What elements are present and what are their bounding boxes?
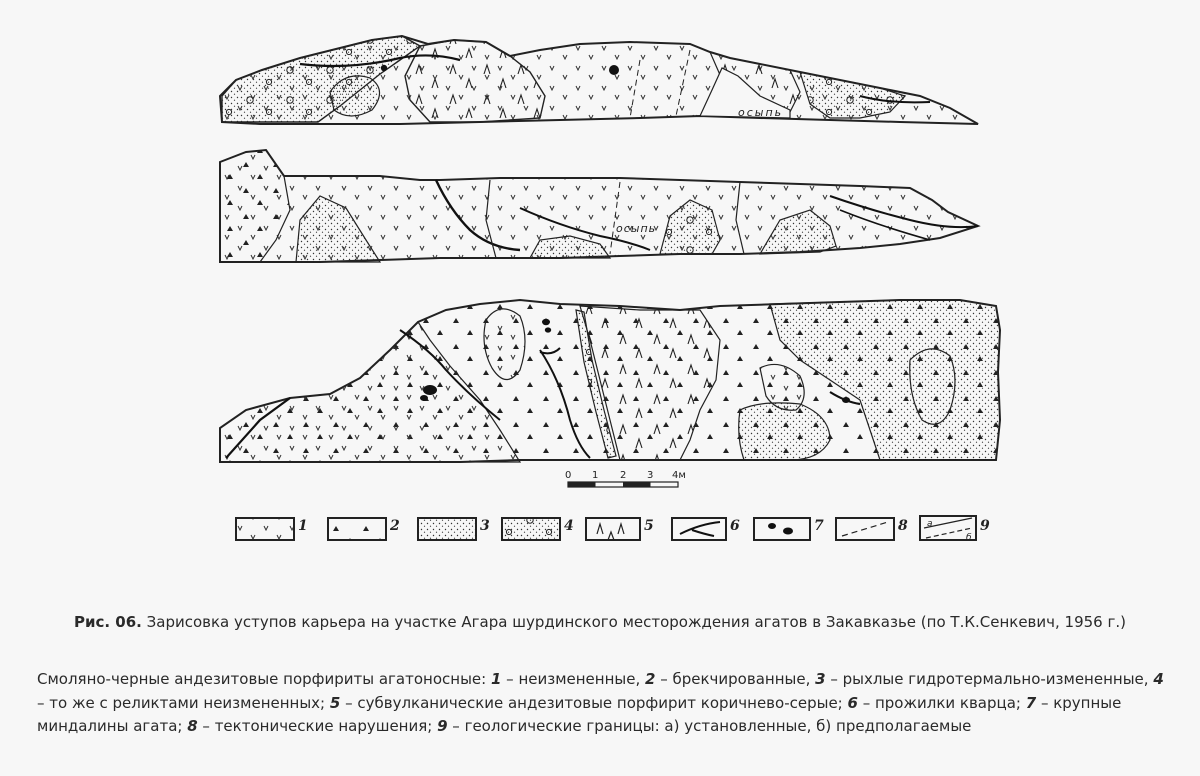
- legend-num-8: 8: [187, 717, 198, 735]
- scale-tick-label: 4м: [672, 470, 686, 481]
- svg-text:6: 6: [730, 518, 740, 534]
- scale-tick-label: 2: [620, 470, 627, 481]
- quarry-bench-3: [220, 300, 1000, 462]
- panel-1-agate-amygdale: [609, 65, 619, 75]
- legend-item-4: – то же с реликтами неизмененных;: [37, 693, 330, 712]
- legend-box-3: [418, 518, 490, 540]
- legend-item-2: – брекчированные,: [655, 670, 816, 688]
- legend-num-2: 2: [645, 670, 656, 688]
- legend-box-2: [328, 518, 400, 540]
- legend-num-7: 7: [1025, 693, 1037, 712]
- figure-caption: [0, 612, 1200, 632]
- panel-3-agate-amygdale: [423, 385, 437, 395]
- legend-9-sub-b: б: [966, 533, 972, 543]
- legend-item-1: – неизмененные,: [501, 670, 646, 688]
- legend-box-1: [236, 518, 308, 540]
- legend-9-sub-a: а: [927, 519, 933, 529]
- legend-box-6: [672, 518, 740, 540]
- svg-text:4: 4: [564, 518, 574, 534]
- legend-box-9: [920, 516, 990, 543]
- panel-1-agate-amygdale: [381, 65, 387, 71]
- svg-text:5: 5: [644, 518, 654, 534]
- quarry-bench-2: [220, 150, 978, 262]
- svg-text:1: 1: [298, 518, 308, 534]
- legend-num-5: 5: [329, 693, 341, 712]
- figure-caption-text: Зарисовка уступов карьера на участке Агара шурдинского месторождения агатов в Закавказье (по Т.К.Сенкевич, 1956 г.): [141, 613, 1126, 631]
- svg-text:8: 8: [898, 518, 908, 534]
- figure-caption-prefix: Рис. 06.: [73, 613, 142, 631]
- panel-3-agate-amygdale: [545, 327, 551, 332]
- legend-num-3: 3: [815, 670, 826, 688]
- legend-item-3: – рыхлые гидротермально-измененные,: [825, 670, 1154, 688]
- legend-intro: Смоляно-черные андезитовые порфириты агатоносные:: [37, 670, 491, 688]
- legend-item-8: – тектонические нарушения;: [197, 717, 438, 735]
- legend-item-7: – крупные миндалины агата;: [37, 693, 1122, 735]
- scale-bar: [565, 470, 686, 487]
- legend-num-4: 4: [1153, 670, 1164, 688]
- legend-description: [37, 668, 1165, 739]
- legend-box-7: [754, 518, 824, 540]
- quarry-bench-1: [220, 36, 978, 124]
- legend-box-5: [586, 518, 654, 540]
- svg-text:9: 9: [980, 518, 990, 534]
- panel-3-agate-amygdale: [842, 397, 850, 403]
- panel-2-scree-label: осыпь: [616, 222, 657, 235]
- svg-text:2: 2: [390, 518, 400, 534]
- panel-3-agate-amygdale: [542, 319, 550, 325]
- scale-tick-label: 3: [647, 470, 654, 481]
- legend-num-9: 9: [437, 717, 448, 735]
- legend-boxes: [236, 516, 990, 543]
- legend-num-1: 1: [490, 670, 502, 688]
- panel-3-agate-amygdale: [420, 395, 428, 401]
- panel-1-scree-label: осыпь: [738, 106, 784, 119]
- scale-tick-label: 0: [565, 470, 572, 481]
- legend-num-6: 6: [847, 693, 858, 712]
- svg-text:7: 7: [814, 518, 824, 534]
- legend-item-9: – геологические границы: а) установленные, б) предполагаемые: [447, 717, 972, 735]
- scale-tick-label: 1: [592, 470, 599, 481]
- svg-text:3: 3: [480, 518, 490, 534]
- legend-item-5: – субвулканические андезитовые порфирит коричнево-серые;: [340, 693, 848, 712]
- legend-box-8: [836, 518, 908, 540]
- legend-item-6: – прожилки кварца;: [857, 693, 1026, 712]
- legend-box-4: [502, 518, 574, 540]
